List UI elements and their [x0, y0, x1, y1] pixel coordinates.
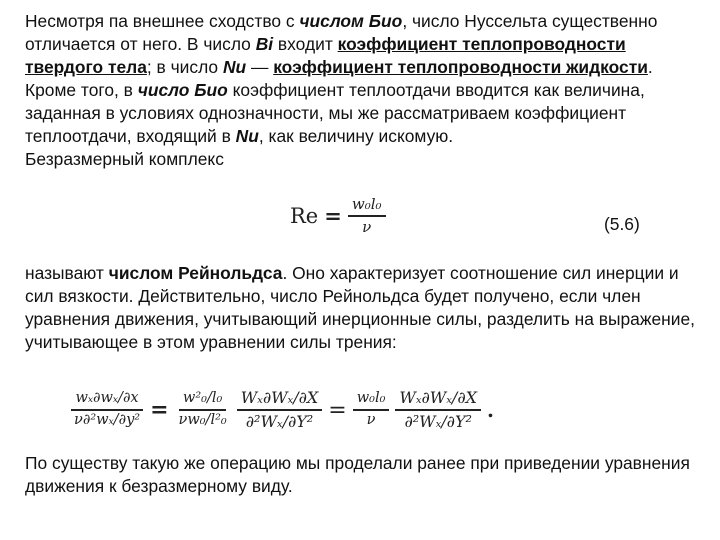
fraction-dimensionless-1: $\frac{\text{Wₓ∂Wₓ/∂X}}{\text{∂²Wₓ/∂Y²}}$: [237, 389, 323, 430]
formula-re-numerator: w₀l₀: [348, 196, 386, 217]
formula-re-denominator: ν: [362, 217, 372, 236]
dimensionless-complex-label: Безразмерный комплекс: [25, 149, 224, 169]
formula-equals: =: [324, 203, 342, 228]
term-bi: Bi: [255, 34, 274, 54]
fraction-reynolds: $\frac{\text{w₀l₀}}{\nu}$: [353, 391, 390, 429]
paragraph-reynolds: называют числом Рейнольдса. Оно характеризует соотношение сил инерции и сил вязкости. Действительно, число Рейнольдса будет получено, если член уравнения движения, учитывающий инерционные силы, разделить на выражение, учитывающее в этом уравнении силы трения:: [25, 263, 695, 352]
fraction-dimensionless-2: $\frac{\text{Wₓ∂Wₓ/∂X}}{\text{∂²Wₓ/∂Y²}}$: [395, 389, 481, 430]
fraction-inertia-over-viscous: $\frac{\text{wₓ∂wₓ/∂x}}{\text{ν∂²wₓ/∂y²}}$: [70, 391, 144, 429]
paragraph-conclusion: По существу такую же операцию мы проделали ранее при приведении уравнения движения к безразмерному виду.: [25, 453, 690, 496]
term-reynolds-number: числом Рейнольдса: [108, 263, 283, 283]
equation-number: (5.6): [604, 214, 640, 234]
formula-chain: $\frac{\text{wₓ∂wₓ/∂x}}{\text{ν∂²wₓ/∂y²}}$ = $\frac{\text{w²₀/l₀}}{\text{νw₀/l²₀}}$ $\frac{\text{Wₓ∂Wₓ/∂X}}{\text{∂²Wₓ/∂Y²}}$ = $\frac{\text{w₀l₀}}{\nu}$ $\frac{\text{Wₓ∂Wₓ/∂X}}{\text{∂²Wₓ/∂Y²}}$ .: [70, 384, 494, 436]
term-nu-2: Nu: [235, 126, 259, 146]
paragraph-intro: Несмотря па внешнее сходство с числом Био, число Нуссельта существенно отличается от него. В число Bi входит коэффициент теплопроводности твердого тела; в число Nu — коэффициент теплопроводности жидкости. Кроме того, в число Био коэффициент теплоотдачи вводится как величина, заданная в условиях однозначности, мы же рассматриваем коэффициент теплоотдачи, входящий в Nu, как величину искомую. Безразмерный комплекс: [25, 11, 658, 169]
formula-re-fraction: [348, 196, 386, 235]
formula-reynolds: [290, 196, 386, 235]
fraction-scales: $\frac{\text{w²₀/l₀}}{\text{νw₀/l²₀}}$: [178, 390, 227, 428]
term-liquid-conductivity: коэффициент теплопроводности жидкости: [273, 57, 648, 77]
term-nu: Nu: [222, 57, 247, 77]
formula-re-symbol: Re: [290, 203, 319, 228]
term-biot-number: числом Био: [299, 11, 403, 31]
term-solid-conductivity: коэффициент теплопроводности твердого тела: [25, 34, 626, 77]
term-biot-number-2: число Био: [137, 80, 228, 100]
